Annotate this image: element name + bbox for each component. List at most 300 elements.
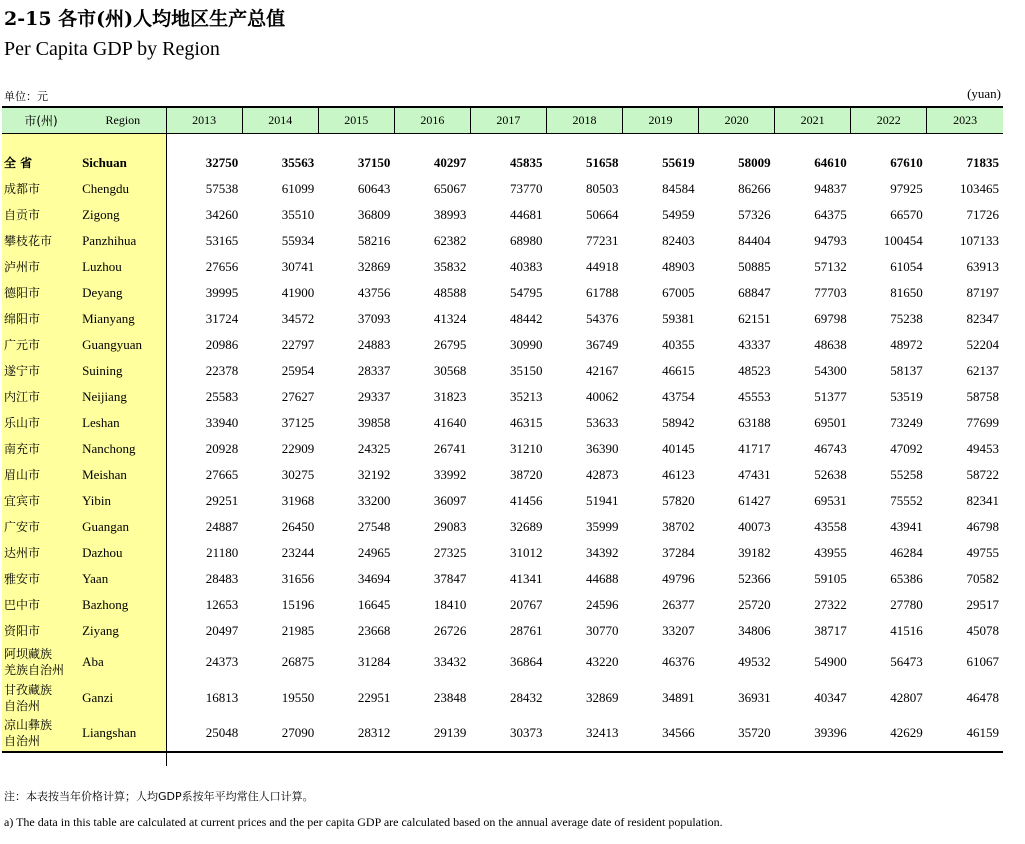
value-cell: 30741	[281, 258, 315, 274]
value-cell: 32689	[509, 518, 543, 534]
table-row	[2, 514, 1003, 540]
value-cell: 61099	[281, 180, 315, 196]
value-cell: 46284	[890, 544, 923, 560]
unit-label-en: (yuan)	[967, 86, 1001, 101]
region-name-cn-line: 阿坝藏族	[4, 646, 53, 661]
value-cell: 59381	[662, 310, 695, 326]
value-cell: 62137	[966, 362, 999, 378]
value-cell: 36390	[586, 440, 619, 456]
value-cell: 24965	[357, 544, 391, 560]
gdp-table	[2, 106, 1003, 753]
value-cell: 33992	[433, 466, 467, 482]
value-cell: 41640	[433, 414, 467, 430]
value-cell: 46376	[662, 653, 695, 669]
region-name-en: Nanchong	[80, 436, 166, 462]
value-cell: 36931	[738, 689, 771, 705]
region-name-en: Ganzi	[80, 680, 166, 716]
table-row-total	[2, 150, 1003, 176]
year-header: 2018	[546, 107, 622, 133]
value-cell: 31724	[205, 310, 239, 326]
value-cell: 75238	[890, 310, 923, 326]
value-cell: 46798	[966, 518, 999, 534]
value-cell: 51377	[814, 388, 847, 404]
value-cell: 20986	[205, 336, 239, 352]
value-cell: 34806	[738, 622, 771, 638]
value-cell: 41456	[509, 492, 543, 508]
region-name-cn: 巴中市	[2, 592, 80, 618]
value-cell: 32750	[205, 154, 239, 170]
year-header: 2020	[699, 107, 775, 133]
table-row	[2, 410, 1003, 436]
value-cell: 67610	[890, 154, 923, 170]
value-cell: 61054	[890, 258, 923, 274]
value-cell: 25583	[205, 388, 239, 404]
table-row	[2, 306, 1003, 332]
region-name-cn: 达州市	[2, 540, 80, 566]
region-name-en: Guangan	[80, 514, 166, 540]
region-name-cn: 遂宁市	[2, 358, 80, 384]
value-cell: 58758	[966, 388, 999, 404]
page-title-en: Per Capita GDP by Region	[4, 38, 220, 60]
value-cell: 29517	[966, 596, 999, 612]
value-cell: 58137	[890, 362, 923, 378]
value-cell: 27656	[205, 258, 239, 274]
value-cell: 45553	[738, 388, 771, 404]
year-header: 2017	[470, 107, 546, 133]
value-cell: 34260	[205, 206, 239, 222]
value-cell: 57326	[738, 206, 771, 222]
value-cell: 71726	[966, 206, 999, 222]
region-name-cn: 广安市	[2, 514, 80, 540]
value-cell: 50664	[586, 206, 619, 222]
value-cell: 69501	[814, 414, 847, 430]
value-cell: 40347	[814, 689, 847, 705]
value-cell: 82347	[966, 310, 999, 326]
region-name-en: Bazhong	[80, 592, 166, 618]
value-cell: 32869	[357, 258, 391, 274]
value-cell: 40145	[662, 440, 695, 456]
region-cn-header: 市(州)	[2, 107, 80, 133]
value-cell: 71835	[966, 154, 999, 170]
value-cell: 37093	[357, 310, 391, 326]
value-cell: 43955	[814, 544, 847, 560]
value-cell: 28432	[509, 689, 543, 705]
value-cell: 40383	[509, 258, 543, 274]
value-cell: 48903	[662, 258, 695, 274]
table-row	[2, 540, 1003, 566]
region-name-en: Neijiang	[80, 384, 166, 410]
value-cell: 40297	[433, 154, 467, 170]
value-cell: 35832	[433, 258, 467, 274]
value-cell: 44681	[509, 206, 543, 222]
value-cell: 38993	[433, 206, 467, 222]
value-cell: 27627	[281, 388, 315, 404]
value-cell: 61067	[966, 653, 999, 669]
value-cell: 103465	[960, 180, 999, 196]
value-cell: 45078	[966, 622, 999, 638]
value-cell: 27665	[205, 466, 239, 482]
value-cell: 31968	[281, 492, 315, 508]
value-cell: 24883	[357, 336, 391, 352]
value-cell: 49796	[662, 570, 695, 586]
value-cell: 33200	[357, 492, 391, 508]
region-name-cn-line: 自治州	[4, 698, 41, 713]
value-cell: 39396	[775, 716, 851, 752]
value-cell: 26795	[433, 336, 467, 352]
region-name-cn	[2, 680, 80, 716]
value-cell: 21180	[206, 544, 239, 560]
value-cell: 81650	[890, 284, 923, 300]
value-cell: 40355	[662, 336, 695, 352]
value-cell: 39995	[205, 284, 239, 300]
value-cell: 54900	[814, 653, 847, 669]
value-cell: 53519	[890, 388, 923, 404]
value-cell: 59105	[814, 570, 847, 586]
value-cell: 38720	[509, 466, 543, 482]
value-cell: 25048	[166, 716, 242, 752]
value-cell: 30373	[470, 716, 546, 752]
year-header: 2016	[394, 107, 470, 133]
value-cell: 65386	[890, 570, 923, 586]
value-cell: 87197	[966, 284, 999, 300]
value-cell: 33432	[433, 653, 467, 669]
region-en-header: Region	[80, 107, 166, 133]
value-cell: 33940	[205, 414, 239, 430]
value-cell: 34392	[586, 544, 619, 560]
value-cell: 26875	[281, 653, 315, 669]
value-cell: 27780	[890, 596, 923, 612]
table-row	[2, 280, 1003, 306]
value-cell: 25954	[281, 362, 315, 378]
value-cell: 55934	[281, 232, 315, 248]
region-name-en: Leshan	[80, 410, 166, 436]
spacer-row	[2, 133, 1003, 150]
value-cell: 27548	[357, 518, 391, 534]
year-header: 2023	[927, 107, 1003, 133]
value-cell: 22378	[205, 362, 239, 378]
region-name-cn-line: 甘孜藏族	[4, 682, 53, 697]
footnote-cn: 注：本表按当年价格计算；人均GDP系按年平均常住人口计算。	[4, 790, 314, 803]
value-cell: 41324	[433, 310, 467, 326]
value-cell: 28483	[205, 570, 239, 586]
value-cell: 21985	[281, 622, 315, 638]
value-cell: 36809	[357, 206, 391, 222]
region-name-en: Ziyang	[80, 618, 166, 644]
value-cell: 12653	[205, 596, 239, 612]
value-cell: 29139	[394, 716, 470, 752]
value-cell: 46478	[966, 689, 999, 705]
value-cell: 48972	[890, 336, 923, 352]
value-cell: 24325	[357, 440, 391, 456]
value-cell: 34572	[281, 310, 315, 326]
region-name-en: Mianyang	[80, 306, 166, 332]
region-name-en: Liangshan	[80, 716, 166, 752]
value-cell: 52638	[814, 466, 847, 482]
value-cell: 48638	[814, 336, 847, 352]
value-cell: 54376	[586, 310, 619, 326]
value-cell: 22951	[357, 689, 391, 705]
value-cell: 64610	[814, 154, 847, 170]
value-cell: 41516	[890, 622, 923, 638]
value-cell: 32192	[357, 466, 391, 482]
value-cell: 28761	[509, 622, 543, 638]
value-cell: 43220	[586, 653, 619, 669]
value-cell: 47431	[738, 466, 771, 482]
value-cell: 46159	[927, 716, 1003, 752]
value-cell: 23244	[281, 544, 315, 560]
value-cell: 31823	[433, 388, 467, 404]
region-name-cn: 全 省	[2, 150, 80, 176]
value-cell: 40073	[738, 518, 771, 534]
value-cell: 20767	[509, 596, 543, 612]
value-cell: 20928	[205, 440, 239, 456]
value-cell: 37284	[662, 544, 695, 560]
value-cell: 41717	[738, 440, 771, 456]
table-row	[2, 566, 1003, 592]
region-name-en: Dazhou	[80, 540, 166, 566]
region-name-cn: 广元市	[2, 332, 80, 358]
value-cell: 31210	[509, 440, 543, 456]
value-cell: 58942	[662, 414, 695, 430]
region-name-en: Guangyuan	[80, 332, 166, 358]
value-cell: 69531	[814, 492, 847, 508]
value-cell: 45835	[509, 154, 543, 170]
value-cell: 46315	[509, 414, 543, 430]
value-cell: 53633	[586, 414, 619, 430]
table-row	[2, 488, 1003, 514]
value-cell: 46615	[662, 362, 695, 378]
value-cell: 73249	[890, 414, 923, 430]
value-cell: 42167	[586, 362, 619, 378]
region-name-cn: 资阳市	[2, 618, 80, 644]
value-cell: 49453	[966, 440, 999, 456]
value-cell: 35563	[281, 154, 315, 170]
value-cell: 44688	[586, 570, 619, 586]
region-name-cn-line: 凉山彝族	[4, 718, 53, 732]
year-header: 2022	[851, 107, 927, 133]
value-cell: 22909	[281, 440, 315, 456]
region-name-cn: 泸州市	[2, 254, 80, 280]
region-name-cn: 内江市	[2, 384, 80, 410]
table-body	[2, 133, 1003, 752]
value-cell: 32413	[546, 716, 622, 752]
region-name-en: Aba	[80, 644, 166, 680]
value-cell: 65067	[433, 180, 467, 196]
region-name-cn: 乐山市	[2, 410, 80, 436]
value-cell: 60643	[357, 180, 391, 196]
region-name-cn: 自贡市	[2, 202, 80, 228]
region-name-cn: 绵阳市	[2, 306, 80, 332]
region-name-en: Panzhihua	[80, 228, 166, 254]
value-cell: 77231	[586, 232, 619, 248]
value-cell: 35213	[509, 388, 543, 404]
table-header-row	[2, 107, 1003, 133]
value-cell: 62382	[433, 232, 467, 248]
value-cell: 34566	[623, 716, 699, 752]
value-cell: 51658	[586, 154, 619, 170]
value-cell: 48588	[433, 284, 467, 300]
value-cell: 38702	[662, 518, 695, 534]
value-cell: 55619	[662, 154, 695, 170]
value-cell: 37847	[433, 570, 467, 586]
value-cell: 43337	[738, 336, 771, 352]
unit-label-cn: 单位：元	[4, 90, 48, 103]
table-row	[2, 332, 1003, 358]
value-cell: 50885	[738, 258, 771, 274]
value-cell: 27090	[242, 716, 318, 752]
value-cell: 26450	[281, 518, 315, 534]
region-name-cn	[2, 716, 80, 752]
region-name-en: Suining	[80, 358, 166, 384]
value-cell: 94793	[814, 232, 847, 248]
region-name-en: Deyang	[80, 280, 166, 306]
value-cell: 51941	[586, 492, 619, 508]
value-cell: 28312	[318, 716, 394, 752]
value-cell: 35999	[586, 518, 619, 534]
value-cell: 46743	[814, 440, 847, 456]
table-row	[2, 254, 1003, 280]
region-name-cn-line: 羌族自治州	[4, 662, 65, 677]
value-cell: 55258	[890, 466, 923, 482]
region-name-cn: 成都市	[2, 176, 80, 202]
value-cell: 58216	[357, 232, 391, 248]
page-title-cn: 2-15 各市(州)人均地区生产总值	[4, 8, 286, 30]
value-cell: 32869	[586, 689, 619, 705]
value-cell: 84584	[662, 180, 695, 196]
value-cell: 56473	[890, 653, 923, 669]
value-cell: 29337	[357, 388, 391, 404]
value-cell: 30990	[509, 336, 543, 352]
table-row	[2, 592, 1003, 618]
value-cell: 35510	[281, 206, 315, 222]
region-name-en: Sichuan	[80, 150, 166, 176]
value-cell: 20497	[205, 622, 239, 638]
value-cell: 19550	[281, 689, 315, 705]
value-cell: 31012	[509, 544, 543, 560]
region-name-cn	[2, 644, 80, 680]
value-cell: 43941	[890, 518, 923, 534]
value-cell: 54959	[662, 206, 695, 222]
value-cell: 63913	[966, 258, 999, 274]
value-cell: 35720	[699, 716, 775, 752]
value-cell: 75552	[890, 492, 923, 508]
region-name-cn-line: 自治州	[4, 734, 41, 748]
region-name-en: Yibin	[80, 488, 166, 514]
value-cell: 69798	[814, 310, 847, 326]
value-cell: 41341	[509, 570, 543, 586]
value-cell: 84404	[738, 232, 771, 248]
table-row	[2, 436, 1003, 462]
value-cell: 36864	[509, 653, 543, 669]
value-cell: 43754	[662, 388, 695, 404]
value-cell: 100454	[883, 232, 923, 248]
value-cell: 29083	[433, 518, 467, 534]
value-cell: 27322	[814, 596, 847, 612]
value-cell: 34694	[357, 570, 391, 586]
value-cell: 48442	[509, 310, 543, 326]
value-cell: 48523	[738, 362, 771, 378]
value-cell: 43558	[814, 518, 847, 534]
value-cell: 64375	[814, 206, 847, 222]
value-cell: 31284	[357, 653, 391, 669]
region-name-en: Chengdu	[80, 176, 166, 202]
value-cell: 58722	[966, 466, 999, 482]
value-cell: 67005	[662, 284, 695, 300]
table-row	[2, 644, 1003, 680]
region-name-cn: 南充市	[2, 436, 80, 462]
value-cell: 33207	[662, 622, 695, 638]
value-cell: 24596	[586, 596, 619, 612]
region-name-en: Meishan	[80, 462, 166, 488]
value-cell: 43756	[357, 284, 391, 300]
table-row	[2, 202, 1003, 228]
value-cell: 57538	[205, 180, 239, 196]
value-cell: 16813	[205, 689, 239, 705]
value-cell: 31656	[281, 570, 315, 586]
year-header: 2021	[775, 107, 851, 133]
table-row	[2, 462, 1003, 488]
value-cell: 57820	[662, 492, 695, 508]
value-cell: 36097	[433, 492, 467, 508]
value-cell: 77703	[814, 284, 847, 300]
value-cell: 82341	[966, 492, 999, 508]
column-divider	[166, 106, 167, 766]
value-cell: 68847	[738, 284, 771, 300]
table-row	[2, 680, 1003, 716]
value-cell: 58009	[738, 154, 771, 170]
value-cell: 54795	[509, 284, 543, 300]
value-cell: 49532	[738, 653, 771, 669]
value-cell: 23668	[357, 622, 391, 638]
value-cell: 34891	[662, 689, 695, 705]
table-row	[2, 228, 1003, 254]
value-cell: 38717	[814, 622, 847, 638]
footnote-en: a) The data in this table are calculated at current prices and the per capita GDP are calculated based on the annual average date of resident population.	[4, 815, 723, 829]
table-row	[2, 618, 1003, 644]
region-name-en: Zigong	[80, 202, 166, 228]
value-cell: 22797	[281, 336, 315, 352]
region-name-en: Luzhou	[80, 254, 166, 280]
value-cell: 61788	[586, 284, 619, 300]
value-cell: 77699	[966, 414, 999, 430]
value-cell: 42629	[851, 716, 927, 752]
table-row	[2, 384, 1003, 410]
year-header: 2019	[623, 107, 699, 133]
value-cell: 42807	[890, 689, 923, 705]
value-cell: 94837	[814, 180, 847, 196]
value-cell: 61427	[738, 492, 771, 508]
value-cell: 80503	[586, 180, 619, 196]
region-name-cn: 德阳市	[2, 280, 80, 306]
region-name-cn: 眉山市	[2, 462, 80, 488]
value-cell: 24887	[205, 518, 239, 534]
value-cell: 42873	[586, 466, 619, 482]
value-cell: 30275	[281, 466, 315, 482]
value-cell: 30568	[433, 362, 467, 378]
region-name-cn: 宜宾市	[2, 488, 80, 514]
value-cell: 39858	[357, 414, 391, 430]
year-header: 2013	[166, 107, 242, 133]
region-name-en: Yaan	[80, 566, 166, 592]
value-cell: 37125	[281, 414, 315, 430]
value-cell: 57132	[814, 258, 847, 274]
year-header: 2014	[242, 107, 318, 133]
value-cell: 44918	[586, 258, 619, 274]
value-cell: 29251	[205, 492, 239, 508]
value-cell: 18410	[433, 596, 467, 612]
value-cell: 26741	[433, 440, 467, 456]
table-row	[2, 716, 1003, 752]
